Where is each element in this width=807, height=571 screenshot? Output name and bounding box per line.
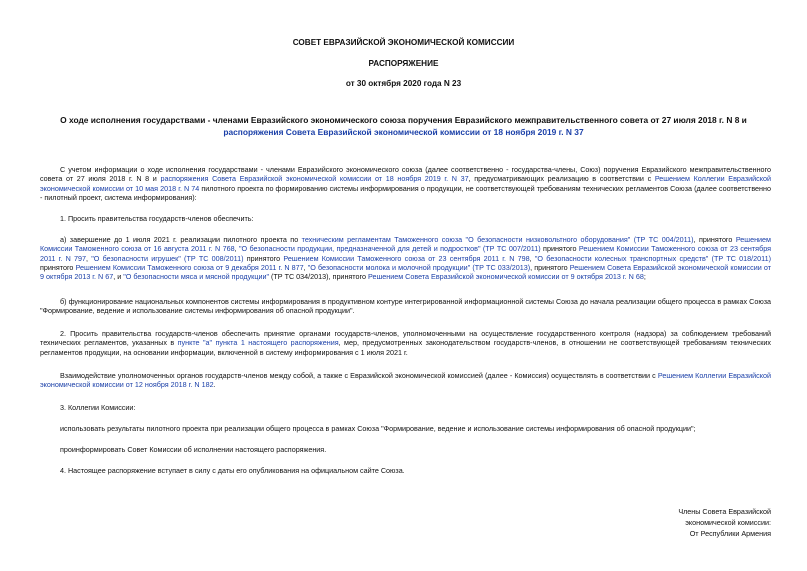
intro-text-2: , предусматривающих реализацию в соответствии с bbox=[468, 174, 655, 184]
signature-block bbox=[678, 507, 771, 539]
title-text: О ходе исполнения государствами - членами Евразийского экономического союза поручения Евразийского межправительственного совета от 27 июля 2018 г. N 8 и bbox=[60, 115, 747, 125]
item-1a-text: принятого bbox=[540, 244, 579, 254]
decision-877-link[interactable]: Решением Комиссии Таможенного союза от 9 декабря 2011 г. N 877 bbox=[75, 263, 304, 273]
org-name: СОВЕТ ЕВРАЗИЙСКОЙ ЭКОНОМИЧЕСКОЙ КОМИССИИ bbox=[292, 38, 515, 47]
intro-link-2[interactable]: Решением Коллегии Евразийской экономической комиссии от 10 мая 2018 г. N 74 bbox=[40, 174, 771, 193]
item-1a-text: , принятого bbox=[530, 263, 570, 273]
item-1a-text: , bbox=[86, 253, 92, 263]
signature-line-3: От Республики Армения bbox=[689, 528, 771, 538]
item-1a-text: , bbox=[234, 244, 239, 254]
item-3-inform: проинформировать Совет Комиссии об исполнении настоящего распоряжения. bbox=[60, 445, 327, 454]
decision-798-link[interactable]: Решением Комиссии Таможенного союза от 23 сентября 2011 г. N 798 bbox=[283, 253, 530, 263]
decision-68-link[interactable]: Решением Совета Евразийской экономической комиссии от 9 октября 2013 г. N 68 bbox=[367, 272, 644, 282]
doc-date-number: от 30 октября 2020 года N 23 bbox=[345, 79, 462, 88]
item-1a-text: , bbox=[303, 263, 308, 273]
tr-ts-034-link[interactable]: "О безопасности мяса и мясной продукции" bbox=[123, 272, 270, 282]
signature-line-2: экономической комиссии: bbox=[685, 517, 771, 527]
interaction-text-2: . bbox=[213, 380, 216, 390]
intro-link-1[interactable]: распоряжения Совета Евразийской экономической комиссии от 18 ноября 2019 г. N 37 bbox=[160, 174, 469, 184]
item-1a-text: (ТР ТС 034/2013), принятого bbox=[269, 272, 368, 282]
decision-797-link[interactable]: Решением Комиссии Таможенного союза от 23 сентября 2011 г. N 797 bbox=[40, 244, 771, 263]
decision-67-link[interactable]: Решением Совета Евразийской экономической комиссии от 9 октября 2013 г. N 67 bbox=[40, 263, 772, 282]
item-2 bbox=[40, 329, 771, 357]
item-2-text-2: , мер, предусмотренных законодательством государств-членов, в отношении не соответствующей требованиям технических регламентов продукции, на основании информации, включенной в систему информирования с 1 июля 2021 г. bbox=[40, 338, 771, 357]
item-1a bbox=[40, 235, 771, 282]
decision-768-link[interactable]: Решением Комиссии Таможенного союза от 16 августа 2011 г. N 768 bbox=[40, 235, 771, 254]
tr-ts-007-link[interactable]: "О безопасности продукции, предназначенной для детей и подростков" (ТР ТС 007/2011) bbox=[238, 244, 541, 254]
intro-text-3: пилотного проекта по формированию системы информирования о продукции, не соответствующей требованиям технических регламентов Союза (далее соответственно - пилотный проект, система информирования): bbox=[40, 183, 771, 203]
item-2-link[interactable]: пункте "а" пункта 1 настоящего распоряжения bbox=[177, 338, 339, 348]
item-1a-text: а) завершение до 1 июля 2021 г. реализации пилотного проекта по bbox=[60, 235, 302, 244]
intro-text-1: С учетом информации о ходе исполнения государствами - членами Евразийского экономического союза (далее соответственно - государства-члены, Союз) поручения Евразийского межправительственного совета от 27 июля 2018 г. N 8 и bbox=[40, 165, 771, 184]
item-3-use: использовать результаты пилотного проекта при реализации общего процесса в рамках Союза "Формирование, ведение и использование системы информирования об опасной продукции"; bbox=[60, 424, 696, 433]
item-1a-text: , bbox=[529, 253, 535, 263]
doc-type: РАСПОРЯЖЕНИЕ bbox=[368, 59, 439, 68]
item-1a-text: принятого bbox=[40, 263, 76, 273]
item-1a-text: ; bbox=[643, 272, 646, 282]
tr-ts-008-link[interactable]: "О безопасности игрушек" (ТР ТС 008/2011) bbox=[91, 253, 244, 263]
item-1b: б) функционирование национальных компонентов системы информирования в продуктивном контуре интегрированной информационной системы Союза до начала реализации общего процесса в рамках Союза "Формирование, ведение и использование системы информирования об опасной продукции". bbox=[40, 297, 771, 316]
document-title bbox=[36, 114, 771, 138]
item-1: 1. Просить правительства государств-членов обеспечить: bbox=[60, 214, 254, 223]
item-1a-text: , и bbox=[113, 272, 124, 282]
item-4: 4. Настоящее распоряжение вступает в силу с даты его опубликования на официальном сайте Союза. bbox=[60, 466, 405, 475]
decision-182-link[interactable]: Решением Коллегии Евразийской экономической комиссии от 12 ноября 2018 г. N 182 bbox=[40, 371, 772, 390]
tr-ts-004-link[interactable]: техническим регламентам Таможенного союза "О безопасности низковольтного оборудования" (ТР ТС 004/2011) bbox=[301, 235, 694, 244]
interaction-paragraph bbox=[40, 371, 771, 390]
item-2-text-1: 2. Просить правительства государств-членов обеспечить принятие органами государств-членов, уполномоченными на осуществление государственного контроля (надзора) за соблюдением требований технических регламентов, указанных в bbox=[40, 329, 771, 348]
intro-paragraph bbox=[40, 165, 771, 202]
title-link[interactable]: распоряжения Совета Евразийской экономической комиссии от 18 ноября 2019 г. N 37 bbox=[223, 127, 584, 138]
signature-line-1: Члены Совета Евразийской bbox=[678, 507, 771, 516]
tr-ts-018-link[interactable]: "О безопасности колесных транспортных средств" (ТР ТС 018/2011) bbox=[534, 253, 771, 263]
tr-ts-033-link[interactable]: "О безопасности молока и молочной продукции" (ТР ТС 033/2013) bbox=[307, 263, 531, 273]
item-1a-text: , принятого bbox=[693, 235, 736, 244]
interaction-text-1: Взаимодействие уполномоченных органов государств-членов между собой, а также с Евразийской экономической комиссией (далее - Комиссия) осуществлять в соответствии с bbox=[60, 371, 658, 380]
item-1a-text: принятого bbox=[243, 253, 284, 263]
item-3: 3. Коллегии Комиссии: bbox=[60, 403, 136, 412]
